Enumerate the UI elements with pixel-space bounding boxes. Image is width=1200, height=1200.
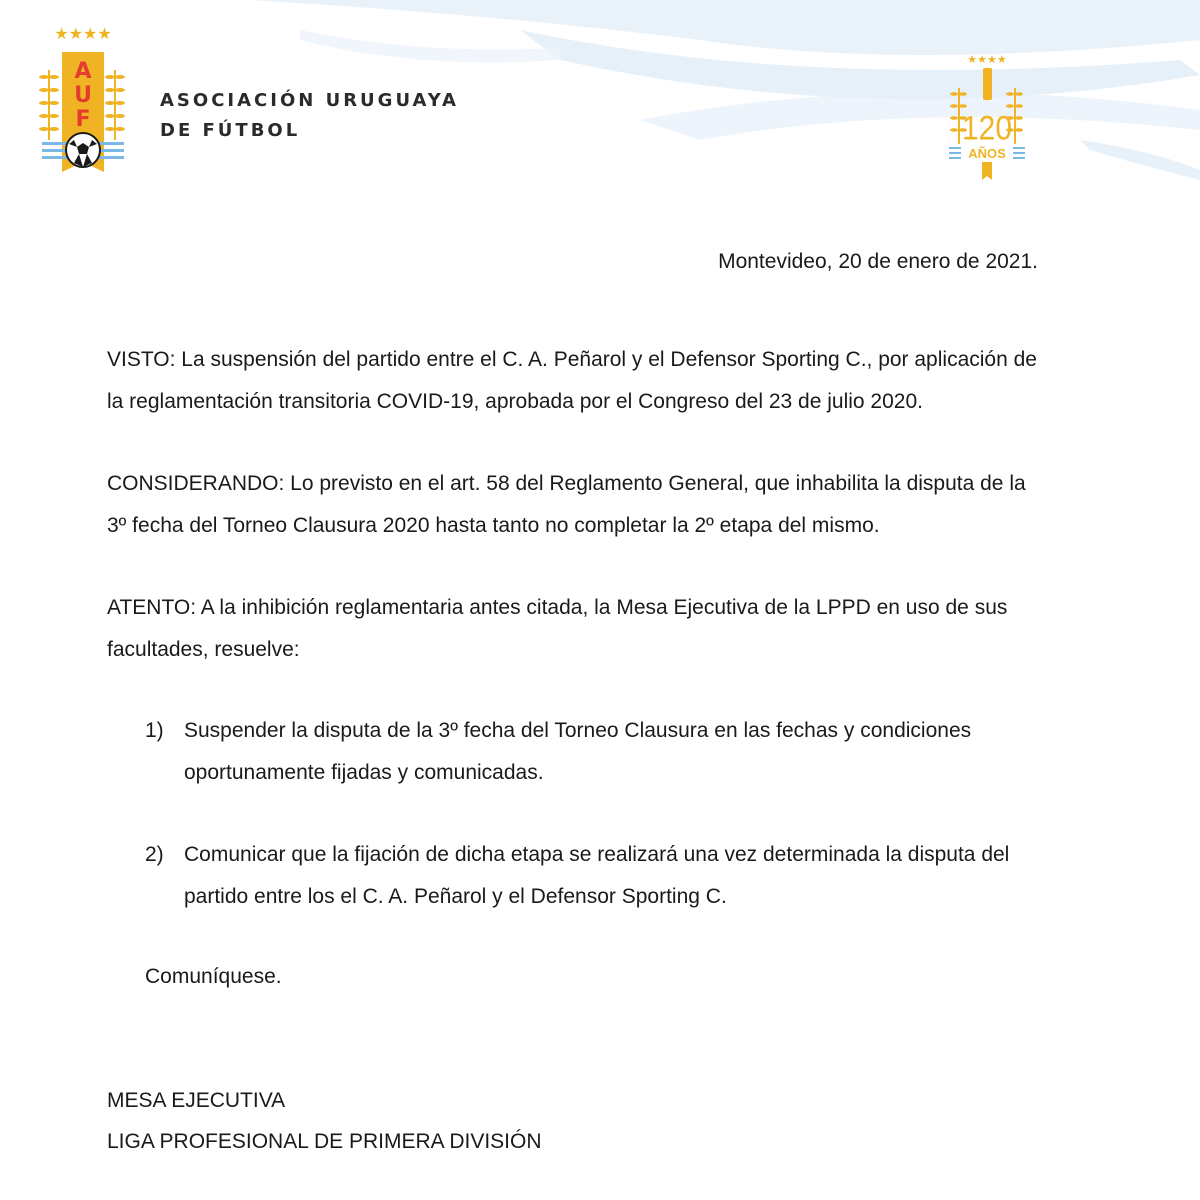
atento-paragraph: ATENTO: A la inhibición reglamentaria antes citada, la Mesa Ejecutiva de la LPPD en uso de sus facultades, resuelve: xyxy=(107,596,1008,661)
resolution-item-1 xyxy=(145,710,1045,794)
crest-letter-a: A xyxy=(74,59,92,84)
anniversary-120-emblem xyxy=(943,52,1031,184)
resolution-item-1-number: 1) xyxy=(145,719,164,742)
organization-name-line1: ASOCIACIÓN URUGUAYA xyxy=(160,90,459,111)
signature-line2: LIGA PROFESIONAL DE PRIMERA DIVISIÓN xyxy=(107,1130,542,1153)
resolution-item-2 xyxy=(145,834,1045,918)
organization-name xyxy=(160,86,459,146)
visto-paragraph: VISTO: La suspensión del partido entre el C. A. Peñarol y el Defensor Sporting C., por aplicación de la reglamentación transitoria COVID-19, aprobada por el Congreso del 23 de julio 2020. xyxy=(107,348,1037,413)
signature-block xyxy=(107,1080,542,1162)
considerando-paragraph: CONSIDERANDO: Lo previsto en el art. 58 del Reglamento General, que inhabilita la disputa de la 3º fecha del Torneo Clausura 2020 hasta tanto no completar la 2º etapa del mismo. xyxy=(107,472,1026,537)
crest-letter-f: F xyxy=(75,107,91,132)
signature-line1: MESA EJECUTIVA xyxy=(107,1089,286,1112)
resolution-item-2-text: Comunicar que la fijación de dicha etapa se realizará una vez determinada la disputa del partido entre los el C. A. Peñarol y el Defensor Sporting C. xyxy=(184,843,1010,908)
document-date: Montevideo, 20 de enero de 2021. xyxy=(718,250,1038,273)
emblem-number: 120 xyxy=(961,108,1013,147)
emblem-word: AÑOS xyxy=(968,146,1006,161)
closing-text: Comuníquese. xyxy=(145,965,282,988)
crest-letter-u: U xyxy=(74,83,92,108)
organization-name-line2: DE FÚTBOL xyxy=(160,120,301,141)
football-icon xyxy=(66,133,100,167)
crest-stars: ★★★★ xyxy=(54,24,112,43)
emblem-stars: ★★★★ xyxy=(967,53,1007,66)
resolution-item-1-text: Suspender la disputa de la 3º fecha del Torneo Clausura en las fechas y condiciones oportunamente fijadas y comunicadas. xyxy=(184,719,972,784)
auf-crest-logo xyxy=(38,22,128,187)
resolution-item-2-number: 2) xyxy=(145,843,164,866)
